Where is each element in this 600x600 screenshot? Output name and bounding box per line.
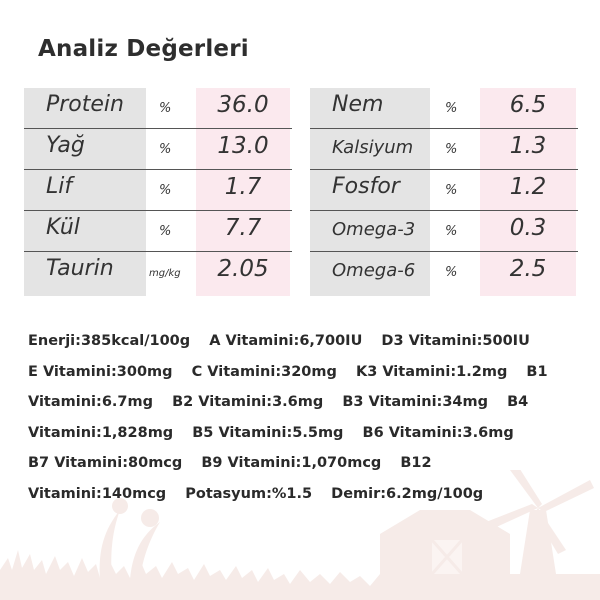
vitamin-item: B6 Vitamini:3.6mg — [362, 424, 514, 441]
vitamin-list — [28, 326, 576, 509]
row-label: Kül — [46, 215, 80, 240]
row-unit: % — [159, 101, 172, 116]
table-row — [310, 211, 578, 251]
row-value: 36.0 — [217, 92, 269, 118]
row-unit: % — [445, 142, 458, 157]
vitamin-item: B1 Vitamini:6.7mg — [28, 363, 548, 410]
vitamin-item: Enerji:385kcal/100g — [28, 333, 191, 349]
page-title: Analiz Değerleri — [38, 36, 249, 62]
table-row — [24, 129, 292, 169]
table-row — [310, 170, 578, 210]
vitamin-item: K3 Vitamini:1.2mg — [355, 363, 508, 380]
vitamin-item: B3 Vitamini:34mg — [342, 394, 489, 410]
row-value: 0.3 — [509, 215, 547, 241]
vitamin-item: E Vitamini:300mg — [28, 363, 173, 380]
row-value: 1.2 — [509, 174, 547, 200]
row-unit: % — [159, 183, 172, 198]
row-label: Lif — [46, 174, 73, 199]
analysis-table-right — [310, 88, 578, 296]
row-label: Nem — [332, 92, 384, 117]
row-unit: % — [445, 224, 458, 239]
vitamin-item: C Vitamini:320mg — [191, 363, 337, 380]
analysis-table-left — [24, 88, 292, 296]
row-unit: % — [159, 224, 172, 239]
vitamin-item: Demir:6.2mg/100g — [331, 485, 484, 502]
row-value: 2.05 — [217, 256, 269, 282]
table-row — [310, 88, 578, 128]
vitamin-item: B9 Vitamini:1,070mcg — [201, 455, 382, 471]
vitamin-item: D3 Vitamini:500IU — [381, 333, 530, 349]
row-unit: mg/kg — [149, 268, 181, 279]
vitamin-item: A Vitamini:6,700IU — [209, 333, 363, 349]
row-value: 2.5 — [509, 256, 547, 282]
row-label: Yağ — [46, 133, 85, 158]
table-row — [24, 211, 292, 251]
vitamin-item: B7 Vitamini:80mcg — [28, 455, 183, 471]
vitamin-item: B12 Vitamini:140mcg — [28, 455, 432, 502]
table-row — [310, 252, 578, 292]
row-value: 7.7 — [224, 215, 262, 241]
row-label: Taurin — [46, 256, 114, 281]
row-label: Omega-6 — [332, 260, 416, 281]
row-value: 13.0 — [217, 133, 269, 159]
vitamin-item: Potasyum:%1.5 — [185, 485, 313, 502]
row-unit: % — [445, 265, 458, 280]
row-label: Protein — [46, 92, 124, 117]
table-row — [24, 170, 292, 210]
row-unit: % — [159, 142, 172, 157]
row-label: Kalsiyum — [332, 137, 414, 158]
row-label: Fosfor — [332, 174, 400, 199]
table-row — [24, 252, 292, 292]
row-value: 1.7 — [224, 174, 262, 200]
vitamin-item: B2 Vitamini:3.6mg — [172, 394, 324, 410]
row-value: 6.5 — [509, 92, 547, 118]
table-row — [24, 88, 292, 128]
vitamin-item: B5 Vitamini:5.5mg — [192, 424, 344, 441]
row-unit: % — [445, 183, 458, 198]
table-row — [310, 129, 578, 169]
row-value: 1.3 — [509, 133, 547, 159]
row-label: Omega-3 — [332, 219, 416, 240]
vitamin-item: B4 Vitamini:1,828mg — [28, 394, 529, 441]
row-unit: % — [445, 101, 458, 116]
